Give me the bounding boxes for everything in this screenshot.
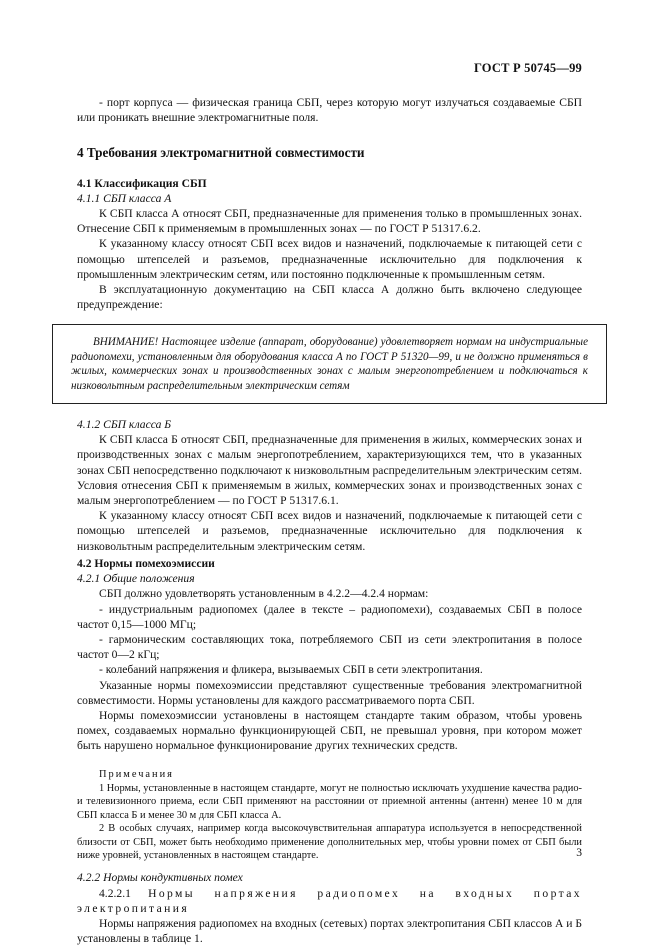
intro-paragraph: - порт корпуса — физическая граница СБП, через которую могут излучаться создаваемые СБП или проникать внешние электромагнитные поля.	[77, 96, 582, 125]
section-4-1-2-title: 4.1.2 СБП класса Б	[77, 418, 172, 432]
s412-paragraph-1: К СБП класса Б относят СБП, предназначенные для применения в жилых, коммерческих зонах и производственных зонах с малым энергопотреблением, характеризующихся тем, что в указанных зонах СБП непосредственно подключают к низковольтным распределительным электрическим сетям. Условия отнесения СБП к применяемым в жилых, коммерческих зонах и производственных зонах с малым энергопотреблением — по ГОСТ Р 51317.6.1.	[77, 433, 582, 508]
s421-paragraph-3: Нормы помехоэмиссии установлены в настоящем стандарте таким образом, чтобы уровень помех, создаваемых нормально функционирующей СБП, не превышал уровня, при котором может быть нарушено нормальное функционирование других технических средств.	[77, 708, 582, 753]
s411-paragraph-1: К СБП класса А относят СБП, предназначенные для применения только в промышленных зонах. Отнесение СБП к применяемым в промышленных зонах — по ГОСТ Р 51317.6.2.	[77, 207, 582, 236]
notes-title: Примечания	[99, 768, 174, 780]
section-4-2-2-1-title: Нормы напряжения радиопомех на входных портах электропитания	[77, 886, 582, 915]
s411-paragraph-3: В эксплуатационную документацию на СБП класса А должно быть включено следующее предупреждение:	[77, 283, 582, 312]
section-4-1-1-title: 4.1.1 СБП класса А	[77, 191, 172, 205]
s411-paragraph-2: К указанному классу относят СБП всех видов и назначений, подключаемые к питающей сети с помощью штепселей и разъемов, предназначенные исключительно для подключения к промышленным электрическим сетям, или постоянно подключенные к промышленным сетям.	[77, 237, 582, 281]
warning-text: ВНИМАНИЕ! Настоящее изделие (аппарат, оборудование) удовлетворяет нормам на индустриальные радиопомехи, установленным для оборудования класса А по ГОСТ Р 51320—99, и не должно применяться в жилых, коммерческих зонах и производственных зонах с малым энергопотреблением и подключаться к низковольтным распределительным электрическим сетям	[71, 336, 588, 392]
section-4-1-title: 4.1 Классификация СБП	[77, 176, 207, 190]
warning-box	[52, 324, 607, 404]
page-content	[71, 95, 588, 946]
section-4-2-1-title: 4.2.1 Общие положения	[77, 572, 195, 586]
notes-block	[77, 768, 582, 863]
s421-paragraph-1: СБП должно удовлетворять установленным в 4.2.2—4.2.4 нормам:	[99, 587, 429, 601]
s421-list-item-1: - индустриальным радиопомех (далее в тексте – радиопомехи), создаваемых СБП в полосе частот 0,15—1000 МГц;	[77, 602, 582, 631]
s421-list-item-2: - гармоническим составляющих тока, потребляемого СБП из сети электропитания в полосе частот 0—2 кГц;	[77, 632, 582, 662]
section-4-title: 4 Требования электромагнитной совместимости	[77, 145, 365, 161]
s421-paragraph-2: Указанные нормы помехоэмиссии представляют существенные требования электромагнитной совместимости. Нормы установлены для каждого рассматриваемого порта СБП.	[77, 678, 582, 707]
note-2: 2 В особых случаях, например когда высокочувствительная аппаратура используется в непосредственной близости от СБП, может быть необходимо применение дополнительных мер, чтобы уровни помех от СБП были ниже уровней, установленных в настоящем стандарте.	[77, 823, 582, 861]
section-4-2-2-1-heading	[77, 886, 582, 916]
note-1: 1 Нормы, установленные в настоящем стандарте, могут не полностью исключать ухудшение качества радио- и телевизионного приема, если СБП применяют на расстоянии от приемной антенны (антенн) менее 10 м для СБП класса Б и менее 30 м для СБП класса А.	[77, 782, 582, 821]
s412-paragraph-2: К указанному классу относят СБП всех видов и назначений, подключаемые к питающей сети с помощью штепселей и разъемов, предназначенные исключительно для подключения к низковольтным распределительным электрическим сетям.	[77, 509, 582, 553]
s4221-paragraph-1: Нормы напряжения радиопомех на входных (сетевых) портах электропитания СБП классов А и Б установлены в таблице 1.	[77, 916, 582, 946]
standard-code: ГОСТ Р 50745—99	[473, 61, 582, 75]
section-4-2-2-1-number: 4.2.2.1	[99, 886, 131, 900]
section-4-2-2-title: 4.2.2 Нормы кондуктивных помех	[77, 871, 243, 885]
s421-list-item-3: - колебаний напряжения и фликера, вызываемых СБП в сети электропитания.	[99, 663, 483, 677]
page-number: 3	[576, 846, 582, 859]
section-4-2-title: 4.2 Нормы помехоэмиссии	[77, 556, 215, 570]
